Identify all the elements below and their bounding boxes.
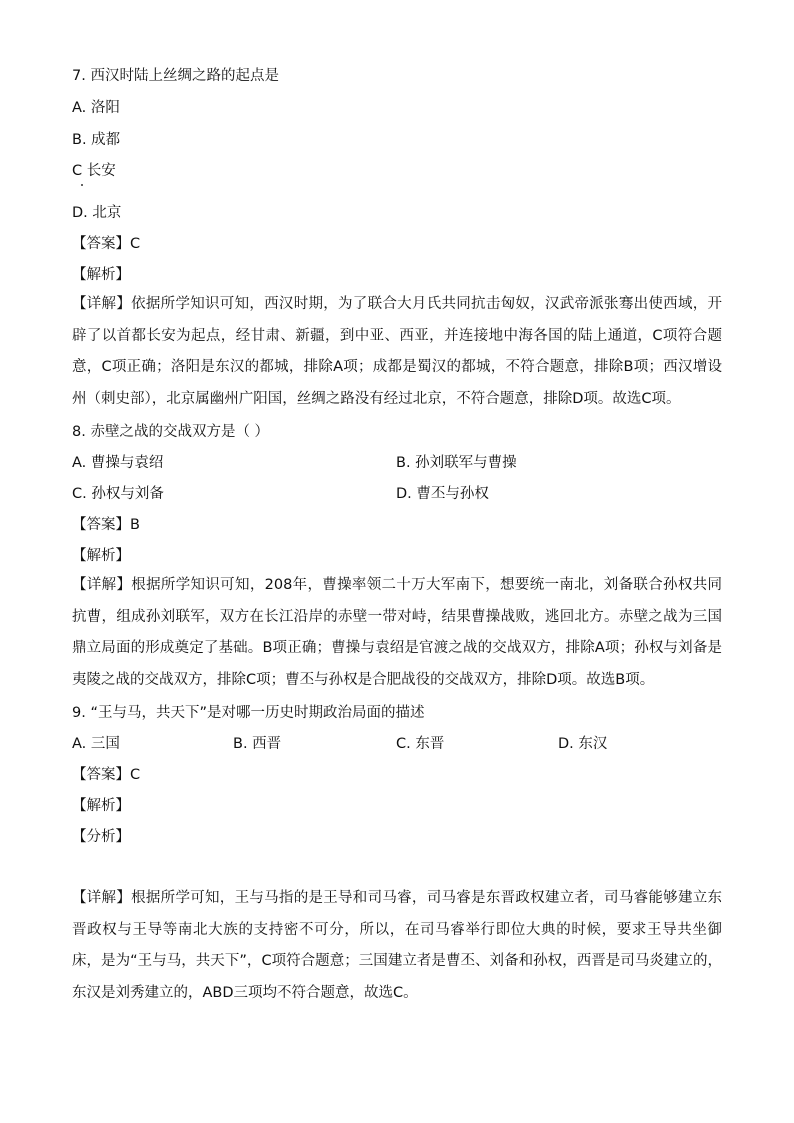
q7-option-c: C 长安 bbox=[72, 163, 116, 179]
q8-answer bbox=[72, 516, 140, 534]
detail-text: 依据所学知识可知，西汉时期，为了联合大月氏共同抗击匈奴，汉武帝派张骞出使西域，开辟了以首都长安为起点，经甘肃、新疆，到中亚、西亚，并连接地中海各国的陆上通道，C项符合题意，C项正确；洛阳是东汉的都城，排除A项；成都是蜀汉的都城，不符合题意，排除B项；西汉增设州（刺史部），北京属幽州广阳国，丝绸之路没有经过北京，不符合题意，排除D项。故选C项。 bbox=[72, 296, 723, 407]
q9-stem: 9. “王与马，共天下”是对哪一历史时期政治局面的描述 bbox=[72, 705, 425, 721]
q9-option-b: B. 西晋 bbox=[233, 736, 282, 752]
q7-stem: 7. 西汉时陆上丝绸之路的起点是 bbox=[72, 68, 279, 84]
detail-text: 根据所学知识可知，208年，曹操率领二十万大军南下，想要统一南北，刘备联合孙权共同抗曹，组成孙刘联军，双方在长江沿岸的赤壁一带对峙，结果曹操战败，逃回北方。赤壁之战为三国鼎立局面的形成奠定了基础。B项正确；曹操与袁绍是官渡之战的交战双方，排除A项；孙权与刘备是夷陵之战的交战双方，排除C项；曹丕与孙权是合肥战役的交战双方，排除D项。故选B项。 bbox=[72, 577, 722, 688]
answer-value: C bbox=[130, 236, 141, 252]
answer-tag: 【答案】 bbox=[72, 517, 130, 533]
q7-option-b: B. 成都 bbox=[72, 132, 121, 148]
q9-option-d: D. 东汉 bbox=[558, 736, 608, 752]
q9-option-a: A. 三国 bbox=[72, 736, 120, 752]
q7-analysis-tag: 【解析】 bbox=[72, 267, 130, 283]
q9-answer bbox=[72, 766, 140, 784]
detail-tag: 【详解】 bbox=[72, 577, 132, 593]
answer-value: B bbox=[130, 517, 140, 533]
detail-tag: 【详解】 bbox=[72, 296, 132, 312]
answer-value: C bbox=[130, 767, 141, 783]
q7-option-d: D. 北京 bbox=[72, 205, 122, 221]
q8-analysis-tag: 【解析】 bbox=[72, 548, 130, 564]
q8-option-a: A. 曹操与袁绍 bbox=[72, 455, 164, 471]
q7-option-a: A. 洛阳 bbox=[72, 100, 120, 116]
q8-option-d: D. 曹丕与孙权 bbox=[396, 486, 489, 502]
answer-tag: 【答案】 bbox=[72, 236, 130, 252]
q8-stem: 8. 赤壁之战的交战双方是（ ） bbox=[72, 424, 270, 440]
q8-option-c: C. 孙权与刘备 bbox=[72, 486, 164, 502]
q9-fenxi-tag: 【分析】 bbox=[72, 829, 130, 845]
q9-option-c: C. 东晋 bbox=[396, 736, 445, 752]
q8-detail bbox=[72, 570, 722, 696]
q8-option-b: B. 孙刘联军与曹操 bbox=[396, 455, 517, 471]
detail-text: 根据所学可知，王与马指的是王导和司马睿，司马睿是东晋政权建立者，司马睿能够建立东晋政权与王导等南北大族的支持密不可分，所以，在司马睿举行即位大典的时候，要求王导共坐御床，是为“王与马，共天下”，C项符合题意；三国建立者是曹丕、刘备和孙权，西晋是司马炎建立的，东汉是刘秀建立的，ABD三项均不符合题意，故选C。 bbox=[72, 890, 723, 1001]
q9-detail bbox=[72, 883, 722, 1009]
q7-detail bbox=[72, 289, 722, 415]
q7-answer bbox=[72, 235, 140, 253]
stray-dot-mark bbox=[81, 184, 83, 186]
answer-tag: 【答案】 bbox=[72, 767, 130, 783]
q9-analysis-tag: 【解析】 bbox=[72, 798, 130, 814]
detail-tag: 【详解】 bbox=[72, 890, 132, 906]
